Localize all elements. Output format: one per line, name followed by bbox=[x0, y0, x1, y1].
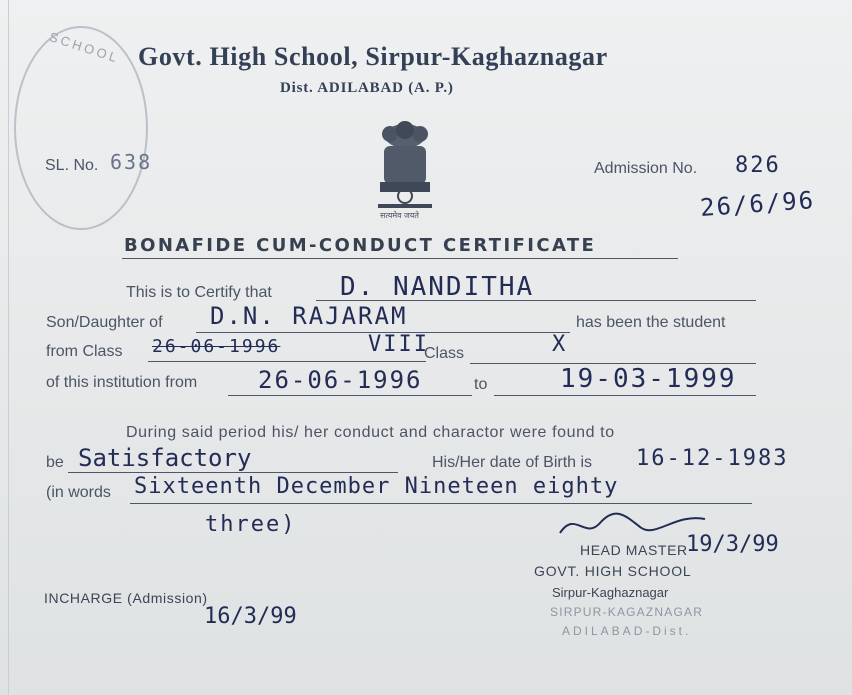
certificate-title: BONAFIDE CUM-CONDUCT CERTIFICATE bbox=[124, 235, 597, 256]
school-name: Govt. High School, Sirpur-Kaghaznagar bbox=[138, 42, 608, 71]
school-stamp-line-2: Sirpur-Kaghaznagar bbox=[552, 585, 669, 600]
conduct-value: Satisfactory bbox=[78, 444, 252, 472]
parent-name: D.N. RAJARAM bbox=[210, 302, 408, 330]
emblem-caption: सत्यमेव जयते bbox=[380, 211, 419, 220]
school-stamp-line-1: GOVT. HIGH SCHOOL bbox=[534, 563, 692, 579]
head-master-date: 19/3/99 bbox=[686, 532, 779, 557]
institution-label: of this institution from bbox=[46, 374, 198, 391]
from-date-line bbox=[228, 395, 472, 396]
certify-label: This is to Certify that bbox=[126, 284, 272, 301]
student-name: D. NANDITHA bbox=[340, 272, 535, 302]
serial-label: SL. No. bbox=[45, 157, 99, 174]
student-label: has been the student bbox=[576, 314, 726, 331]
words-value: Sixteenth December Nineteen eighty bbox=[134, 474, 619, 499]
to-class-value: X bbox=[552, 332, 568, 357]
head-master-label: HEAD MASTER bbox=[580, 542, 688, 558]
school-stamp-line-3: SIRPUR-KAGAZNAGAR bbox=[550, 605, 704, 619]
from-class-value: VIII bbox=[368, 332, 429, 357]
conduct-line bbox=[68, 472, 398, 473]
from-date: 26-06-1996 bbox=[258, 366, 423, 394]
paper-edge bbox=[8, 0, 9, 695]
admission-label: Admission No. bbox=[594, 160, 698, 177]
dob-value: 16-12-1983 bbox=[636, 446, 789, 471]
from-class-label: from Class bbox=[46, 343, 123, 360]
school-stamp-line-4: ADILABAD-Dist. bbox=[562, 624, 692, 638]
words-label: (in words bbox=[46, 484, 111, 501]
dob-label: His/Her date of Birth is bbox=[432, 454, 593, 471]
admission-number: 826 bbox=[735, 153, 781, 178]
title-underline bbox=[122, 258, 678, 259]
words-value-continued: three) bbox=[205, 512, 297, 537]
school-seal bbox=[14, 26, 148, 230]
words-line bbox=[130, 503, 752, 504]
incharge-label: INCHARGE (Admission) bbox=[44, 590, 208, 606]
incharge-date: 16/3/99 bbox=[204, 604, 297, 629]
be-label: be bbox=[46, 454, 64, 471]
conduct-text: During said period his/ her conduct and charactor were found to bbox=[126, 424, 615, 441]
national-emblem-icon bbox=[370, 118, 440, 223]
struck-value: 26-06-1996 bbox=[152, 336, 281, 357]
parent-label: Son/Daughter of bbox=[46, 314, 163, 331]
from-class-line bbox=[148, 361, 426, 362]
class-label: Class bbox=[424, 345, 465, 362]
to-label: to bbox=[474, 376, 488, 393]
seal-text: SCHOOL bbox=[47, 29, 122, 66]
admission-date: 26/6/96 bbox=[699, 186, 816, 222]
student-name-line bbox=[316, 300, 756, 301]
to-date: 19-03-1999 bbox=[560, 364, 737, 394]
to-date-line bbox=[494, 395, 756, 396]
serial-value: 638 bbox=[110, 150, 153, 174]
district: Dist. ADILABAD (A. P.) bbox=[280, 80, 454, 96]
